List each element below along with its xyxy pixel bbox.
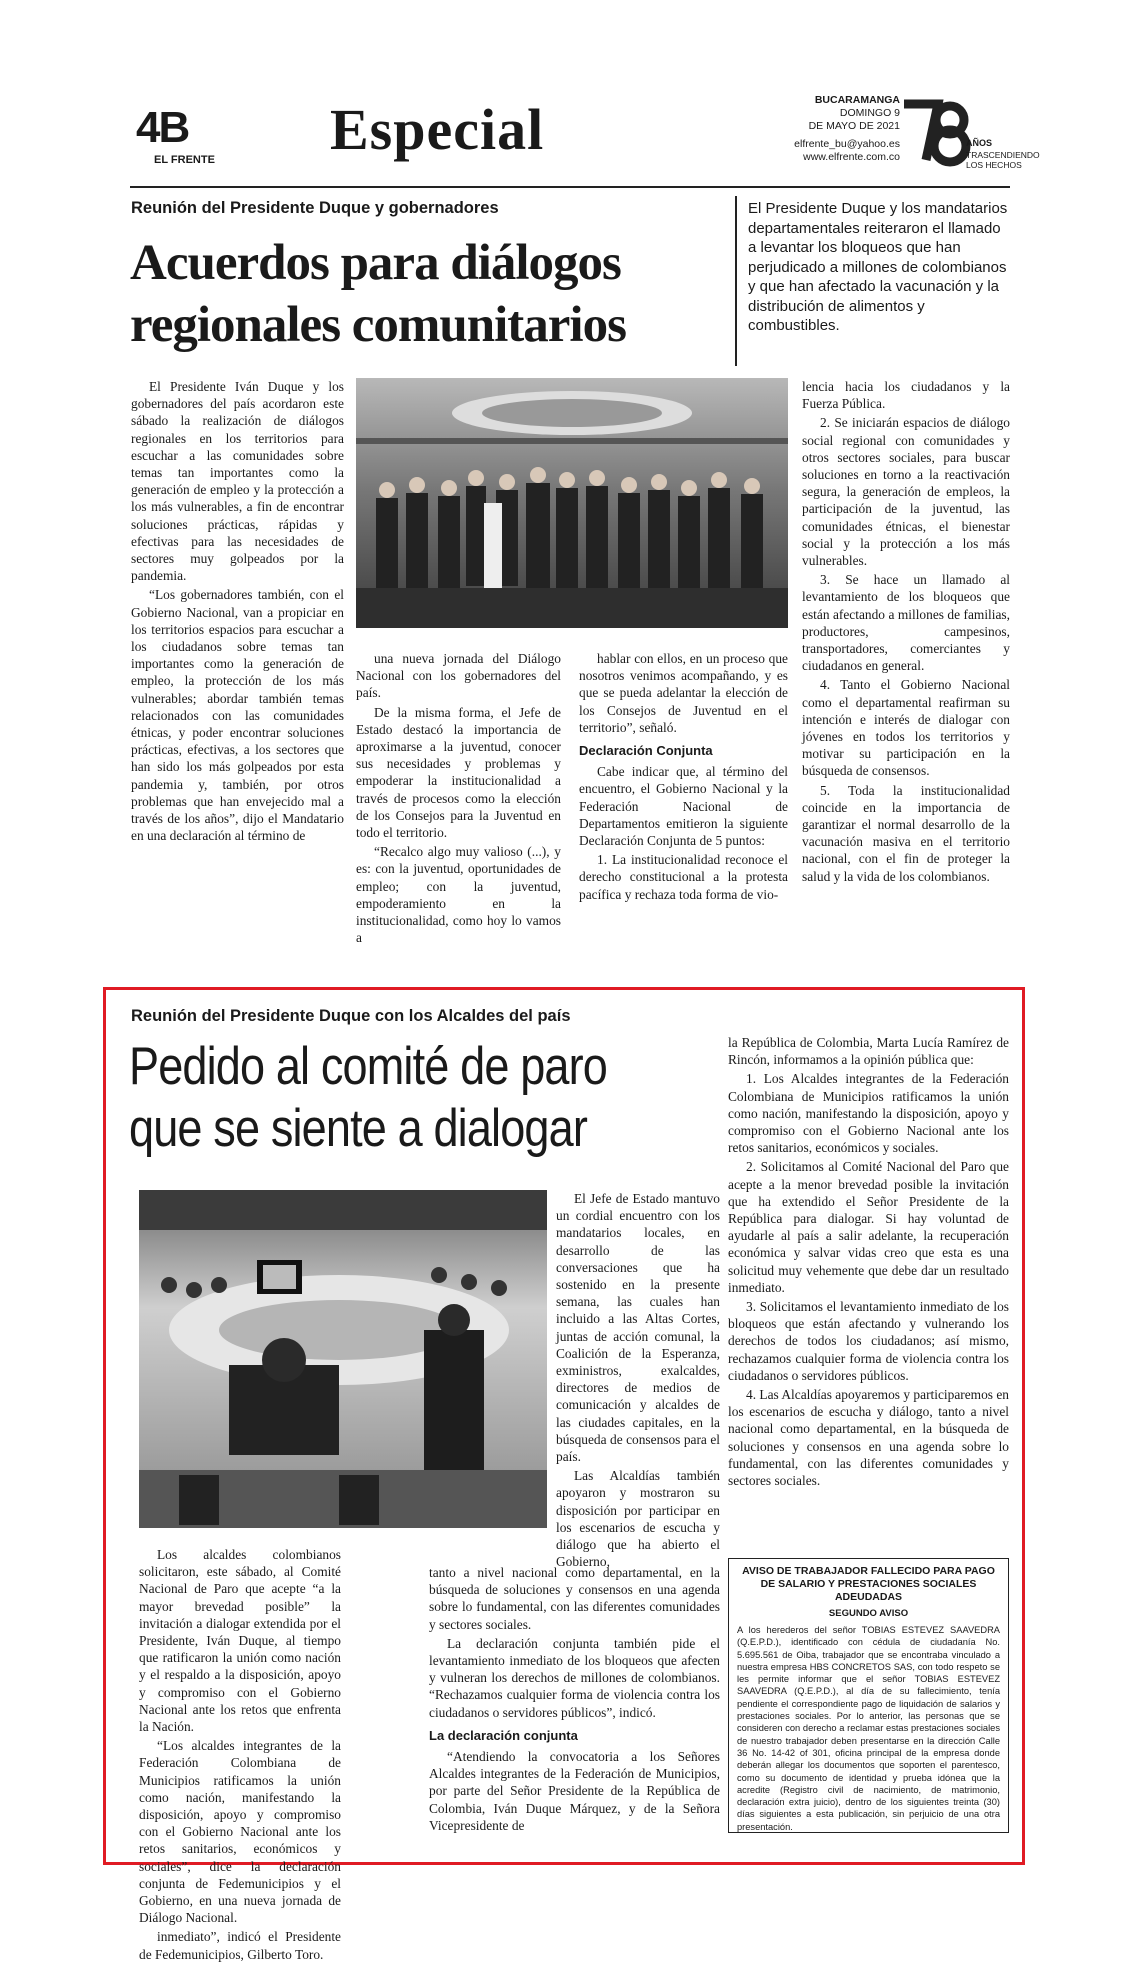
logo-tag-line1: TRASCENDIENDO xyxy=(966,150,1040,160)
article2-col1-p2: “Los alcaldes integrantes de la Federación Colombiana de Municipios ratificamos la unión como nación, manifestando la disposición, apoyo y compromiso con el Gobierno Nacional ante los retos sanitarios, económicos y sociales”, dice la declaración conjunta de Fedemunicipios y el Gobierno, en una nueva jornada de Diálogo Nacional. xyxy=(139,1738,341,1926)
article1-headline-line1: Acuerdos para diálogos xyxy=(130,235,621,291)
article2-col1-p1: Los alcaldes colombianos solicitaron, este sábado, al Comité Nacional de Paro que acepte “a la mayor brevedad posible” la invitación a dialogar extendida por el Presidente, Iván Duque, al tiempo que ratificaron la unión como nación y el respaldo a la disposición, apoyo y compromiso con el Gobierno Nacional ante los retos que enfrenta la Nación. xyxy=(139,1547,341,1735)
article2-col3-p1: la República de Colombia, Marta Lucía Ramírez de Rincón, informamos a la opinión pública que: xyxy=(728,1035,1009,1068)
article1-photo-image xyxy=(356,378,788,628)
header-city: BUCARAMANGA xyxy=(814,94,900,106)
article1-kicker: Reunión del Presidente Duque y gobernadores xyxy=(131,199,499,217)
article2-headline-line2: que se siente a dialogar xyxy=(129,1099,587,1158)
header-dateblock xyxy=(740,94,900,164)
article2-col3-p4: 3. Solicitamos el levantamiento inmediato de los bloqueos que están afectando y vulnerando los derechos de todos los ciudadanos; así mismo, rechazamos cualquier forma de violencia contra los ciudadanos o servidores públicos. xyxy=(728,1299,1009,1383)
article1-lead: El Presidente Duque y los mandatarios departamentales reiteraron el llamado a levantar los bloqueos que han perjudicado a millones de colombianos y que han afectado la vacunación y la distribución de alimentos y combustibles. xyxy=(748,200,1008,334)
article2-photo-image xyxy=(139,1190,547,1528)
anniversary-logo-tagline xyxy=(966,150,1046,170)
legal-notice-title: AVISO DE TRABAJADOR FALLECIDO PARA PAGO DE SALARIO Y PRESTACIONES SOCIALES ADEUDADAS xyxy=(742,1565,995,1603)
header-date-line1: DOMINGO 9 xyxy=(839,107,900,119)
article1-col1 xyxy=(131,378,344,846)
header-date-line2: DE MAYO DE 2021 xyxy=(808,120,900,132)
header-email[interactable]: elfrente_bu@yahoo.es xyxy=(794,138,900,150)
article1-col4-p3: 3. Se hace un llamado al levantamiento de los bloqueos que están afectando a millones de familias, productores, campesinos, transportadores, comerciantes y ciudadanos en general. xyxy=(802,572,1010,674)
section-title: Especial xyxy=(330,97,545,162)
article1-col3-p3: 1. La institucionalidad reconoce el derecho constitucional a la protesta pacífica y rechaza toda forma de vio- xyxy=(579,852,788,902)
article2-col2-p2: La declaración conjunta también pide el levantamiento inmediato de los bloqueos que afecten y vulneran los derechos de millones de colombianos. “Rechazamos cualquier forma de violencia contra los ciudadanos o servidores públicos”, indicó. xyxy=(429,1635,720,1720)
article2-col3 xyxy=(728,1034,1009,1491)
article1-col2-p2: De la misma forma, el Jefe de Estado destacó la importancia de aproximarse a la juventud, conocer sus necesidades y problemas y empoderar la institucionalidad a través de procesos como la elección de los Consejos para la Juventud en todo el territorio. xyxy=(356,704,561,841)
article2-headline xyxy=(129,1036,607,1160)
article1-headline xyxy=(130,232,626,356)
article1-col1-p2: “Los gobernadores también, con el Gobierno Nacional, van a propiciar en los territorios espacios para escuchar a los ciudadanos sobre temas tan importantes como la generación de empleo, la protección de los más vulnerables; abordar también temas relacionados con las comunidades étnicas, y poder encontrar soluciones prácticas, efectivas, a los sectores que han sido los más golpeados por esta pandemia y, también, por otros problemas que han envejecido mal a través de los años”, dijo el Mandatario en una declaración al término de xyxy=(131,587,344,844)
article1-col3 xyxy=(579,650,788,905)
article1-col3-p2: Cabe indicar que, al término del encuentro, el Gobierno Nacional y la Federación Nacional de Departamentos emitieron la siguiente Declaración Conjunta de 5 puntos: xyxy=(579,764,788,849)
article2-col3-p5: 4. Las Alcaldías apoyaremos y participaremos en los escenarios de escucha y diálogo, tanto a nivel nacional como departamental, en la búsqueda de soluciones y consensos en una agenda sobre lo fundamental, con las diferentes comunidades y sectores sociales. xyxy=(728,1387,1009,1489)
article1-col4-p5: 5. Toda la institucionalidad coincide en la importancia de garantizar el normal desarrollo de la vacunación masiva en el territorio nacional, con el fin de proteger la salud y la vida de los colombianos. xyxy=(802,782,1010,884)
article2-col1 xyxy=(139,1546,341,1965)
article2-col3-p2: 1. Los Alcaldes integrantes de la Federación Colombiana de Municipios ratificamos la unión como nación, manifestando la disposición, apoyo y compromiso con el Gobierno Nacional ante los retos sanitarios, económicos y sociales. xyxy=(728,1071,1009,1156)
article1-col4-p2: 2. Se iniciarán espacios de diálogo social regional con comunidades y otros sectores sociales, para buscar soluciones en torno a la reactivación segura, la generación de empleos, la participación de la juventud, las comunidades étnicas, el bienestar social y la protección a los más vulnerables. xyxy=(802,415,1010,569)
article1-lead-divider xyxy=(735,196,737,366)
brand-small: EL FRENTE xyxy=(154,154,215,166)
page-number: 4B xyxy=(136,103,189,152)
article2-kicker: Reunión del Presidente Duque con los Alcaldes del país xyxy=(131,1007,571,1025)
article2-photo xyxy=(139,1190,547,1528)
logo-tag-line2: LOS HECHOS xyxy=(966,160,1022,170)
article2-col-right-of-photo xyxy=(556,1190,720,1572)
article2-col3-p3: 2. Solicitamos al Comité Nacional del Paro que acepte a la menor brevedad posible la invitación que ha extendido el Señor Presidente de la República para dialogar. Si hay voluntad de ayudarle al país a salir adelante, la recuperación económica y salvar vidas creo que esta es una solicitud muy vehemente que debe dar un resultado inmediato. xyxy=(728,1159,1009,1295)
article2-col1-p3: inmediato”, indicó el Presidente de Fedemunicipios, Gilberto Toro. xyxy=(139,1929,341,1962)
article1-col4 xyxy=(802,378,1010,887)
article1-col3-subhead: Declaración Conjunta xyxy=(579,743,713,759)
article2-rp-p1: El Jefe de Estado mantuvo un cordial encuentro con los mandatarios locales, en desarrollo de las conversaciones que ha sostenido en la presente semana, las cuales han incluido a las Altas Cortes, juntas de acción comunal, la Coalición de la Esperanza, exministros, exalcaldes, directores de medios de comunicación y alcaldes de las ciudades capitales, en la búsqueda de consensos para el país. xyxy=(556,1191,720,1465)
article1-photo xyxy=(356,378,788,628)
article1-col2 xyxy=(356,650,561,948)
legal-notice-subtitle: SEGUNDO AVISO xyxy=(828,1608,909,1619)
article1-col4-p1: lencia hacia los ciudadanos y la Fuerza Pública. xyxy=(802,379,1010,412)
anniversary-logo xyxy=(898,94,1040,174)
article1-col2-p3: “Recalco algo muy valioso (...), y es: con la juventud, oportunidades de empleo; con la juventud, empoderamiento en la institucionalidad, como hoy lo vamos a xyxy=(356,844,561,946)
legal-notice-body: A los herederos del señor TOBIAS ESTEVEZ SAAVEDRA (Q.E.P.D.), identificado con cédula de ciudadanía No. 5.695.561 de Oiba, trabajador que se encontraba vinculado a nuestra empresa HBS CONCRETOS SAS, con todo respeto se les permite informar que el señor TOBIAS ESTEVEZ SAAVEDRA (Q.E.P.D.), al día de su fallecimiento, tenía pendiente el correspondiente pago de liquidación de salarios y prestaciones sociales. Por lo anterior, las personas que se consideren con derecho a reclamar estas prestaciones sociales de nuestro trabajador deben presentarse en la dirección Calle 36 No. 14-42 of 301, oficina principal de la empresa donde deberán allegar los documentos que soporten el parentesco, como su documento de identidad y prueba idónea que la acredite (Registro civil de nacimiento, de matrimonio, declaración extra juicio), dentro de los siguientes treinta (30) días siguientes a esta publicación, sin perjuicio de una otra presentación. xyxy=(737,1625,1000,1832)
article2-col2 xyxy=(429,1564,720,1836)
article1-col2-p1: una nueva jornada del Diálogo Nacional con los gobernadores del país. xyxy=(356,651,561,701)
article1-headline-line2: regionales comunitarios xyxy=(130,297,626,353)
article2-rp-p2: Las Alcaldías también apoyaron y mostraron su disposición por participar en los escenarios de escucha y diálogo que ha abierto el Gobierno, xyxy=(556,1468,720,1570)
legal-notice xyxy=(728,1558,1009,1833)
header-rule xyxy=(130,186,1010,188)
article2-col2-p3: “Atendiendo la convocatoria a los Señores Alcaldes integrantes de la Federación de Municipios, por parte del Señor Presidente de la República de Colombia, Iván Duque Márquez, y de la Señora Vicepresidente de xyxy=(429,1749,720,1833)
article1-col3-p1: hablar con ellos, en un proceso que nosotros venimos acompañando, y es que se pueda adelantar la elección de los Consejos de Juventud en el territorio”, señaló. xyxy=(579,651,788,735)
anniversary-logo-anos: AÑOS xyxy=(966,138,993,148)
article2-col2-subhead: La declaración conjunta xyxy=(429,1727,578,1743)
article1-col4-p4: 4. Tanto el Gobierno Nacional como el departamental reafirman su intención e interés de dialogar con jóvenes en todos los territorios y motivar su participación en la búsqueda de consensos. xyxy=(802,677,1010,779)
article1-col1-p1: El Presidente Iván Duque y los gobernadores del país acordaron este sábado la realización de diálogos regionales en los territorios para escuchar a las comunidades sobre temas tan importantes como la generación de empleo y la protección a los más vulnerables, a fin de encontrar soluciones prácticas, rápidas y efectivas para las necesidades de sectores muy golpeados por la pandemia. xyxy=(131,379,344,584)
header-web[interactable]: www.elfrente.com.co xyxy=(803,151,900,163)
article2-col2-p1: tanto a nivel nacional como departamental, en la búsqueda de soluciones y consensos en una agenda sobre lo fundamental, con las diferentes comunidades y sectores sociales. xyxy=(429,1565,720,1632)
article2-headline-line1: Pedido al comité de paro xyxy=(129,1037,607,1096)
